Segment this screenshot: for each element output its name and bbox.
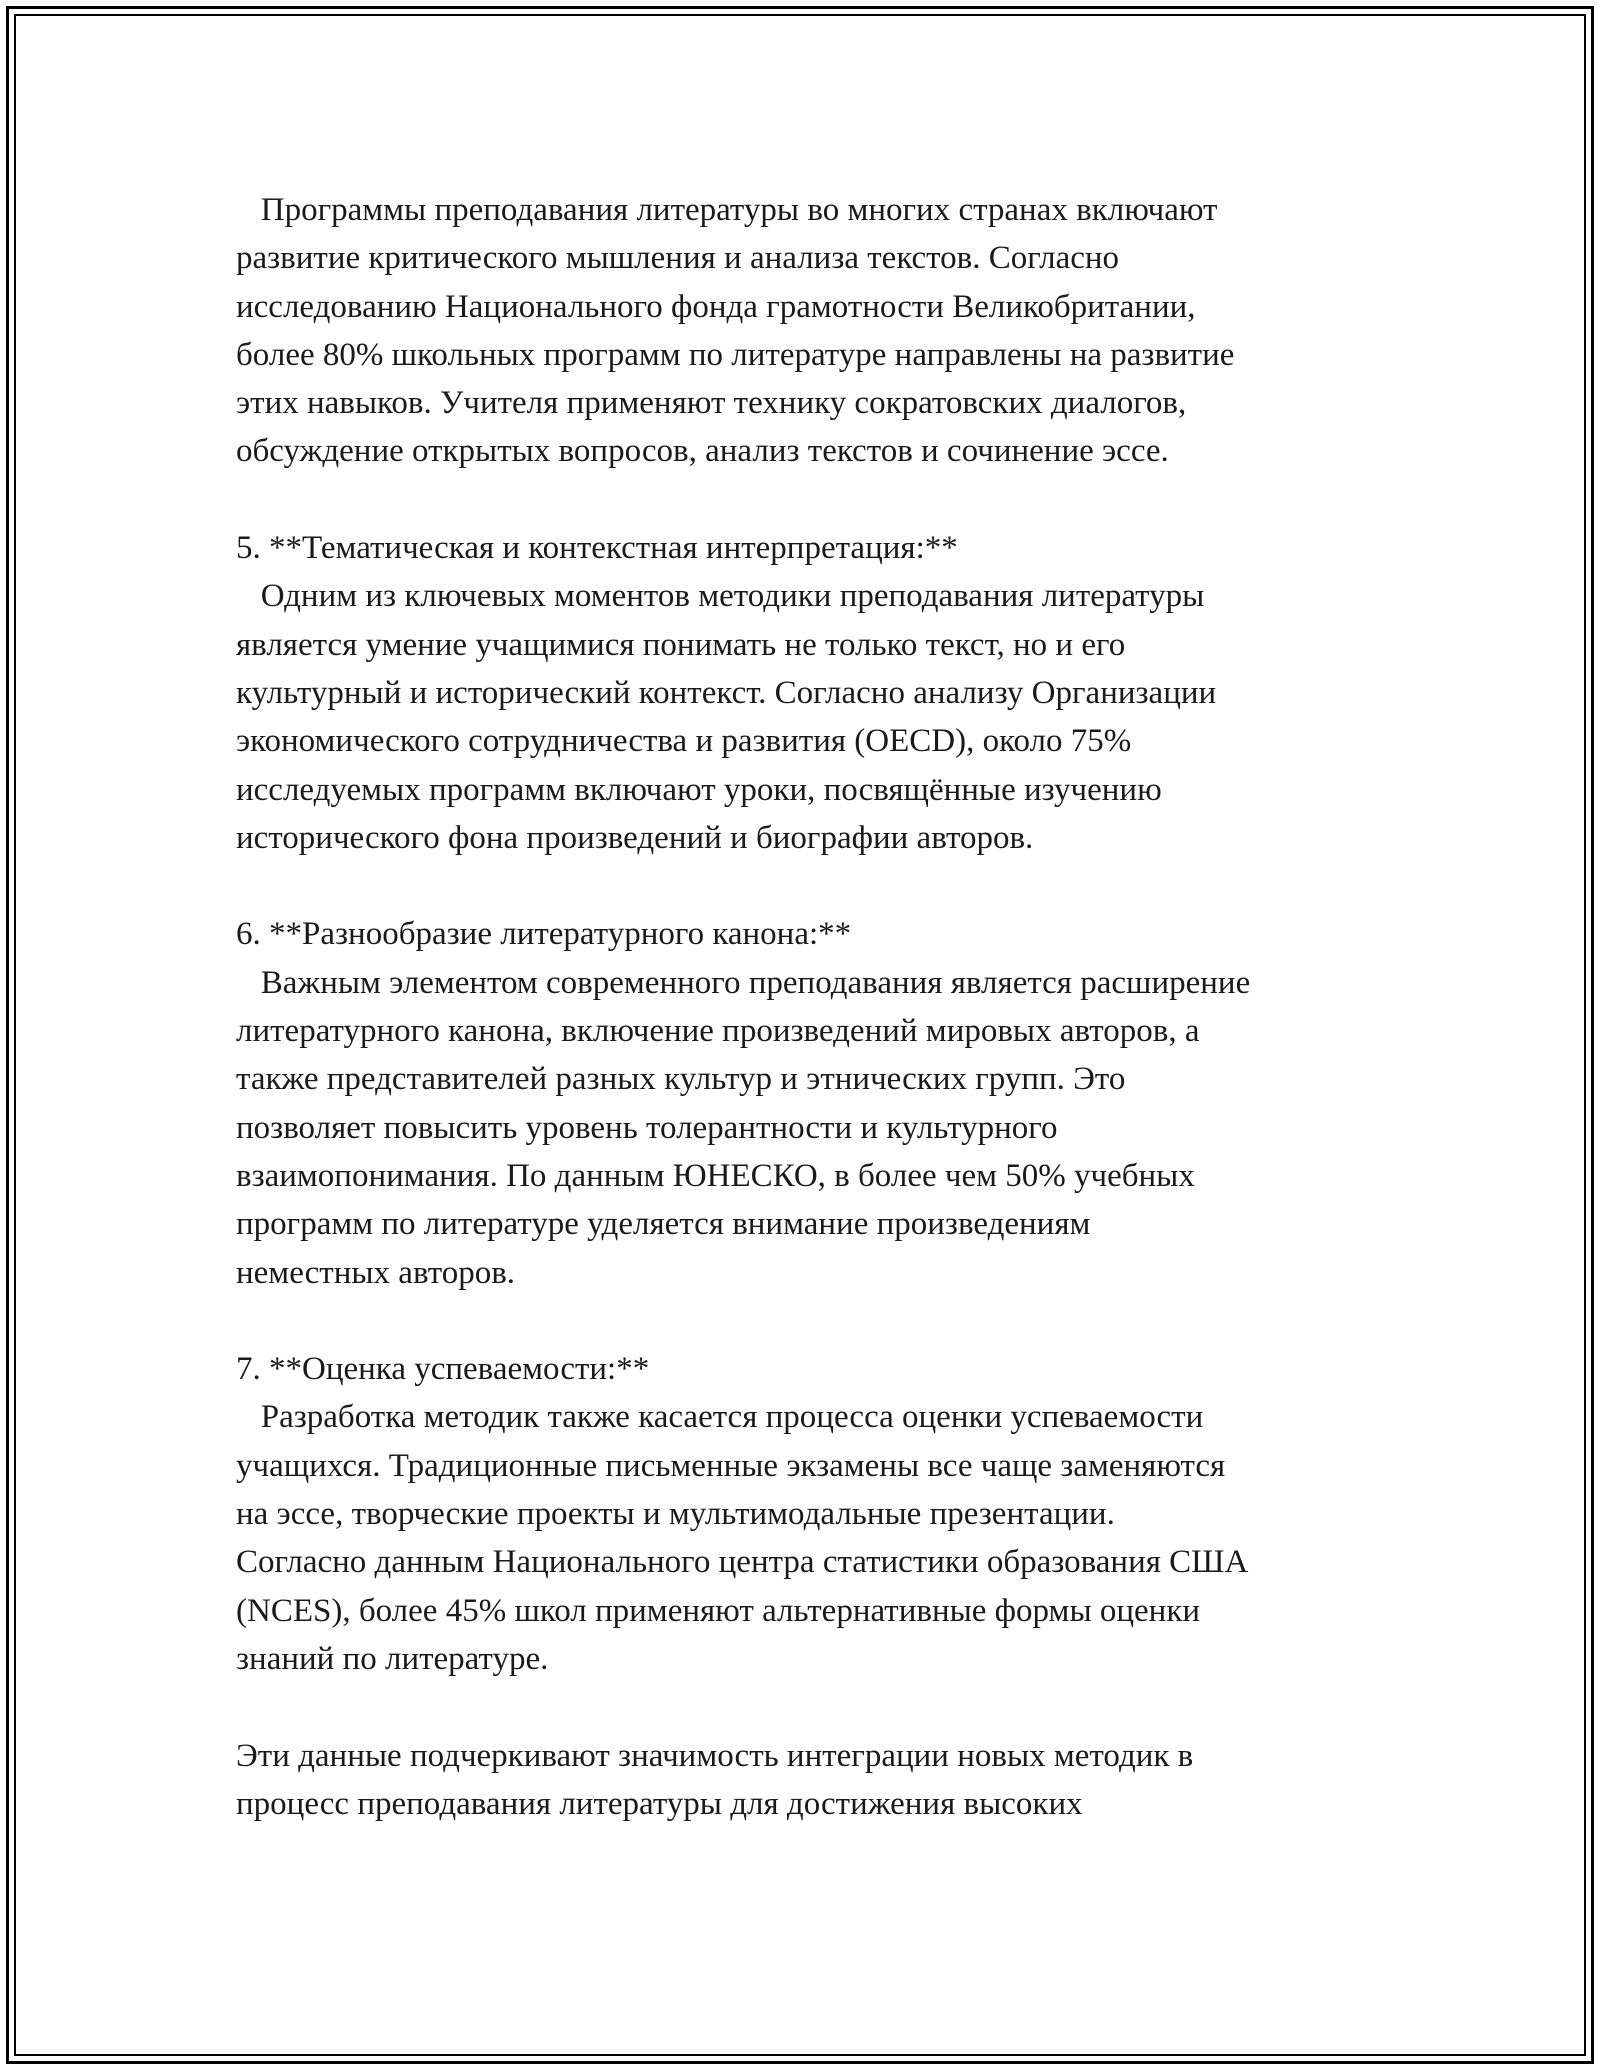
section-5 [236, 524, 1376, 862]
text-line: знаний по литературе. [236, 1640, 549, 1677]
text-line: также представителей разных культур и этнических групп. Это [236, 1061, 1126, 1098]
paragraph-intro [236, 186, 1376, 476]
text-line: процесс преподавания литературы для достижения высоких [236, 1785, 1083, 1822]
text-line: обсуждение открытых вопросов, анализ текстов и сочинение эссе. [236, 433, 1169, 470]
section-heading: 7. **Оценка успеваемости:** [236, 1351, 650, 1388]
text-line: взаимопонимания. По данным ЮНЕСКО, в более чем 50% учебных [236, 1157, 1195, 1194]
text-line: культурный и исторический контекст. Согласно анализу Организации [236, 674, 1217, 711]
text-line: позволяет повысить уровень толерантности и культурного [236, 1109, 1058, 1146]
text-line: Эти данные подчеркивают значимость интеграции новых методик в [236, 1737, 1194, 1774]
text-line: является умение учащимися понимать не только текст, но и его [236, 626, 1126, 663]
text-line: Программы преподавания литературы во многих странах включают [236, 192, 1218, 228]
paragraph-conclusion [236, 1732, 1376, 1829]
text-line: (NCES), более 45% школ применяют альтернативные формы оценки [236, 1592, 1201, 1629]
section-6 [236, 910, 1376, 1296]
blank-line [236, 862, 1376, 910]
text-line: исследованию Национального фонда грамотности Великобритании, [236, 288, 1196, 325]
text-line: программ по литературе уделяется внимание произведениям [236, 1206, 1091, 1243]
text-line: учащихся. Традиционные письменные экзамены все чаще заменяются [236, 1447, 1226, 1484]
blank-line [236, 1297, 1376, 1345]
text-line: неместных авторов. [236, 1254, 516, 1291]
section-7 [236, 1345, 1376, 1683]
blank-line [236, 476, 1376, 524]
text-line: на эссе, творческие проекты и мультимодальные презентации. [236, 1496, 1115, 1533]
section-heading: 5. **Тематическая и контекстная интерпретация:** [236, 530, 958, 567]
text-line: Одним из ключевых моментов методики преподавания литературы [236, 578, 1205, 615]
text-line: развитие критического мышления и анализа текстов. Согласно [236, 240, 1120, 277]
text-line: Разработка методик также касается процесса оценки успеваемости [236, 1399, 1204, 1436]
text-line: Важным элементом современного преподавания является расширение [236, 964, 1251, 1001]
text-line: исследуемых программ включают уроки, посвящённые изучению [236, 771, 1162, 808]
blank-line [236, 1683, 1376, 1731]
text-line: этих навыков. Учителя применяют технику сократовских диалогов, [236, 385, 1187, 422]
document-body [236, 186, 1376, 1828]
text-line: литературного канона, включение произведений мировых авторов, а [236, 1013, 1200, 1050]
text-line: Согласно данным Национального центра статистики образования США [236, 1544, 1249, 1581]
text-line: исторического фона произведений и биографии авторов. [236, 819, 1034, 856]
section-heading: 6. **Разнообразие литературного канона:** [236, 916, 852, 953]
text-line: экономического сотрудничества и развития (OECD), около 75% [236, 723, 1132, 760]
text-line: более 80% школьных программ по литературе направлены на развитие [236, 336, 1235, 373]
